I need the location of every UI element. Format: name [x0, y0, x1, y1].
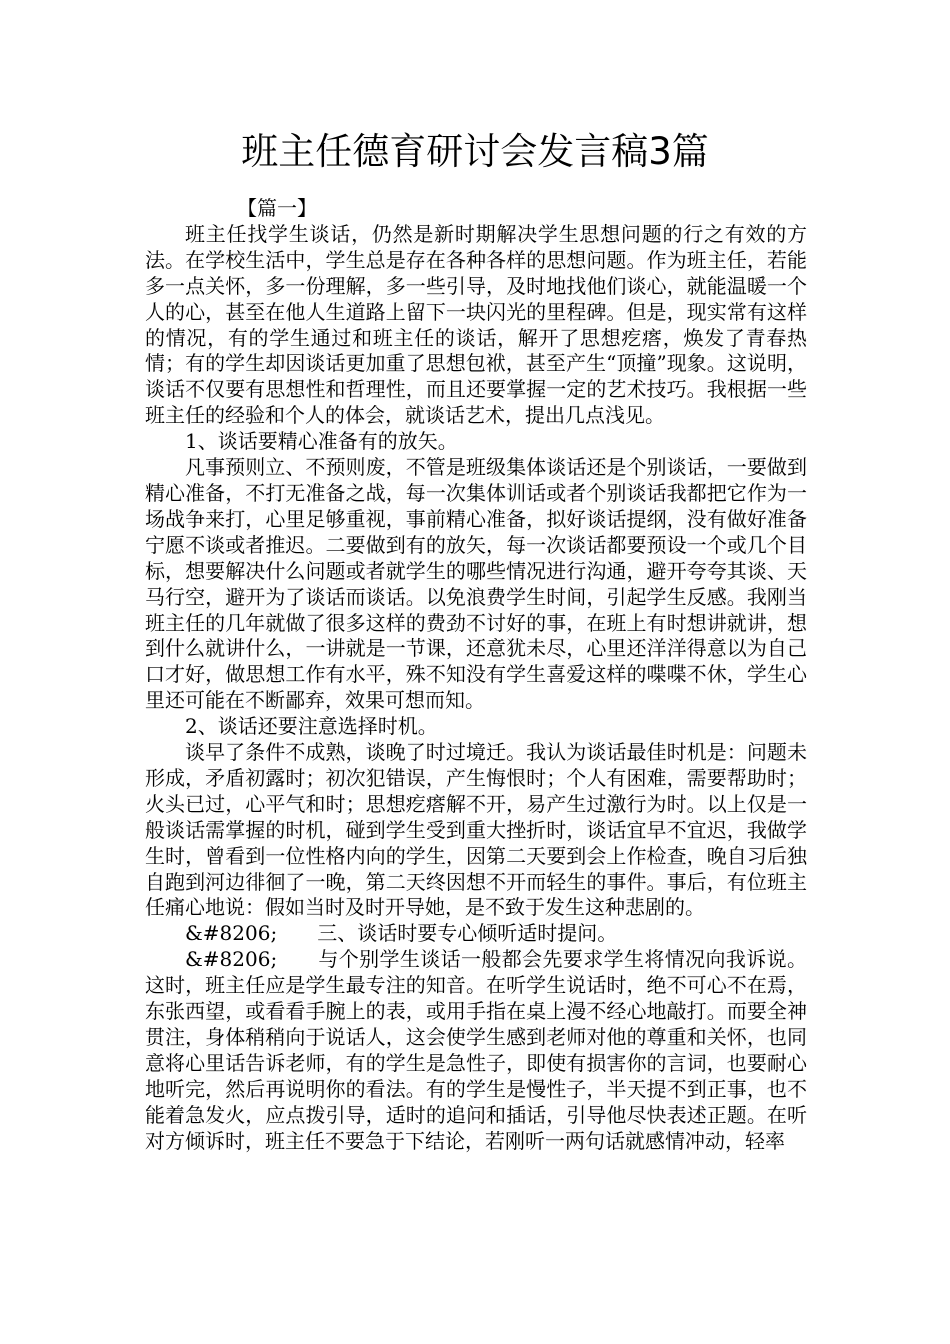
body-paragraph: 凡事预则立、不预则废，不管是班级集体谈话还是个别谈话，一要做到精心准备，不打无准备之战，每一次集体训话或者个别谈话我都把它作为一场战争来打，心里足够重视，事前精心准备，拟好谈话提纲，没有做好准备宁愿不谈或者推迟。二要做到有的放矢，每一次谈话都要预设一个或几个目标，想要解决什么问题或者就学生的哪些情况进行沟通，避开夸夸其谈、天马行空，避开为了谈话而谈话。以免浪费学生时间，引起学生反感。我刚当班主任的几年就做了很多这样的费劲不讨好的事，在班上有时想讲就讲，想到什么就讲什么，一讲就是一节课，还意犹未尽，心里还洋洋得意以为自己口才好，做思想工作有水平，殊不知没有学生喜爱这样的喋喋不休，学生心里还可能在不断鄙弃，效果可想而知。 — [145, 455, 807, 713]
document-title: 班主任德育研讨会发言稿3篇 — [241, 130, 709, 173]
point-heading: 1、谈话要精心准备有的放矢。 — [185, 429, 458, 454]
point-heading: 2、谈话还要注意选择时机。 — [185, 714, 438, 739]
point-heading: &#8206; 三、谈话时要专心倾听适时提问。 — [185, 921, 618, 946]
body-paragraph: 班主任找学生谈话，仍然是新时期解决学生思想问题的行之有效的方法。在学校生活中，学生总是存在各种各样的思想问题。作为班主任，若能多一点关怀，多一份理解，多一些引导，及时地找他们谈心，就能温暖一个人的心，甚至在他人生道路上留下一块闪光的里程碑。但是，现实常有这样的情况，有的学生通过和班主任的谈话，解开了思想疙瘩，焕发了青春热情；有的学生却因谈话更加重了思想包袱，甚至产生“顶撞”现象。这说明，谈话不仅要有思想性和哲理性，而且还要掌握一定的艺术技巧。我根据一些班主任的经验和个人的体会，就谈话艺术，提出几点浅见。 — [145, 221, 807, 428]
body-paragraph: &#8206; 与个别学生谈话一般都会先要求学生将情况向我诉说。这时，班主任应是学生最专注的知音。在听学生说话时，绝不可心不在焉，东张西望，或看看手腕上的表，或用手指在桌上漫不经心地敲打。而要全神贯注，身体稍稍向于说话人，这会使学生感到老师对他的尊重和关怀，也同意将心里话告诉老师，有的学生是急性子，即使有损害你的言词，也要耐心地听完，然后再说明你的看法。有的学生是慢性子，半天提不到正事，也不能着急发火，应点拨引导，适时的追问和插话，引导他尽快表述正题。在听对方倾诉时，班主任不要急于下结论，若刚听一两句话就感情冲动，轻率 — [145, 947, 807, 1153]
section-label: 【篇一】 — [237, 196, 317, 220]
document-body — [145, 196, 807, 1155]
body-paragraph: 谈早了条件不成熟，谈晚了时过境迁。我认为谈话最佳时机是：问题未形成，矛盾初露时；初次犯错误，产生悔恨时；个人有困难，需要帮助时；火头已过，心平气和时；思想疙瘩解不开，易产生过激行为时。以上仅是一般谈话需掌握的时机，碰到学生受到重大挫折时，谈话宜早不宜迟，我做学生时，曾看到一位性格内向的学生，因第二天要到会上作检查，晚自习后独自跑到河边徘徊了一晚，第二天终因想不开而轻生的事件。事后，有位班主任痛心地说：假如当时及时开导她，是不致于发生这种悲剧的。 — [145, 740, 807, 920]
